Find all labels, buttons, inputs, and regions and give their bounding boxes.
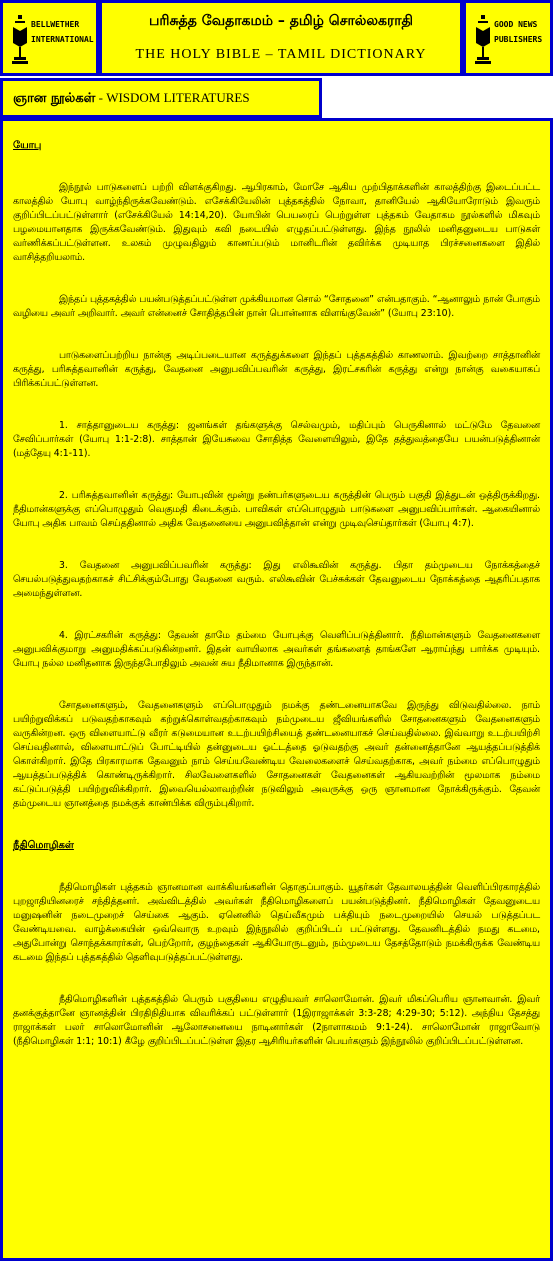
section-tab-tamil: ஞான நூல்கள் bbox=[13, 91, 96, 106]
section-heading-job: யோபு bbox=[13, 140, 42, 151]
proverbs-paragraph-1: நீதிமொழிகள் புத்தகம் ஞானமான வாக்கியங்களின் தொகுப்பாகும். யூதர்கள் தேவாலயத்தின் வெளிப்பிரகாரத்தில் புறஜாதியினரைச் சந்தித்தனர். அவ்விடத்தில் அவர்கள் நீதிமொழிகளைப் பயன்படுத்தினர். நீதிமொழிகள் தேவனுடைய மனுஷனின் நடைமுறைச் செய்கை ஆகும். ஏனெனில் தெய்வீகமும் பக்தியும் நடைமுறையில் செயல் படுத்தப்பட வேண்டியவை. வாழ்க்கையின் ஒவ்வொரு உறவும் இந்நூலில் குறிப்பிடப் பட்டுள்ளது. தேவனிடத்தில் நமது கடமை, அதுபோன்று சொந்தக்காரர்கள், பெற்றோர், குழந்தைகள் ஆகியோருடனும், நம்முடைய தேசத்தோடும் நமக்கிருக்க வேண்டிய கடமை இந்தப் புத்தகத்தில் தெளிவுபடுத்தப்பட்டுள்ளது. bbox=[13, 882, 540, 963]
logo-line-1: GOOD NEWS bbox=[494, 20, 538, 29]
job-paragraph-3: பாடுகளைப்பற்றிய நான்கு அடிப்படையான கருத்துக்களை இந்தப் புத்தகத்தில் காணலாம். இவற்றை சாத்தானின் கருத்து, பரிசுத்தவானின் கருத்து, வேதனை அனுபவிப்பவரின் கருத்து, இரட்சகரின் கருத்து என்று நான்கு வகையாகப் பிரிக்கப்பட்டுள்ளன. bbox=[13, 350, 540, 389]
logo-line-1: BELLWETHER bbox=[31, 20, 80, 29]
bellwether-logo-text bbox=[31, 17, 94, 47]
page-title-english: THE HOLY BIBLE – TAMIL DICTIONARY bbox=[135, 47, 427, 62]
logo-line-2: PUBLISHERS bbox=[494, 35, 543, 44]
job-paragraph-4: 1. சாத்தானுடைய கருத்து: ஜனங்கள் தங்களுக்கு செல்வமும், மதிப்பும் பெருகினால் மட்டுமே தேவனை சேவிப்பார்கள் (யோபு 1:1-2:8). சாத்தான் இயேசுவை சோதித்த வேளையிலும், இதே தத்துவத்தையே பயன்படுத்தினான் (மத்தேயு 4:1-11). bbox=[13, 420, 540, 459]
page-title-tamil: பரிசுத்த வேதாகமம் – தமிழ் சொல்லகராதி bbox=[149, 13, 413, 29]
job-paragraph-1: இந்நூல் பாடுகளைப் பற்றி விளக்குகிறது. ஆபிரகாம், மோசே ஆகிய முற்பிதாக்களின் காலத்திற்கு இடைப்பட்ட காலத்தில் யோபு வாழ்ந்திருக்கவேண்டும். எசேக்கியேலின் புத்தகத்தில் நோவா, தானியேல் ஆகியோரோடும் இவரும் குறிப்பிடப்பட்டுள்ளார் (எசேக்கியேல் 14:14,20). யோபின் பெயரைப் பெற்றுள்ள புத்தகம் வேதாகம நூல்களில் மிகவும் பழமையானதாக இருக்கவேண்டும். இதுவும் கவி நடையில் எழுதப்பட்டுள்ளது. இந்த நூலில் மனிதனுடைய பாடுகள் வர்ணிக்கப்பட்டுள்ளன. உலகம் முழுவதிலும் காணப்படும் மானிடரின் தவிர்க்க முடியாத பிரச்சனைகளை இதில் வாசித்தறியலாம். bbox=[13, 182, 540, 263]
open-book-icon bbox=[474, 13, 492, 65]
logo-line-2: INTERNATIONAL bbox=[31, 35, 94, 44]
job-paragraph-6: 3. வேதனை அனுபவிப்பவரின் கருத்து: இது எலிகூவின் கருத்து. பிதா தம்முடைய நோக்கத்தைச் செயல்படுத்துவதற்காகச் சிட்சிக்கும்போது வேதனை வரும். எலிகூவின் பேச்சுக்கள் தேவனுடைய நோக்கத்தை ஆதரிப்பதாக அமைந்துள்ளன. bbox=[13, 560, 540, 599]
title-box bbox=[99, 0, 463, 76]
bellwether-logo bbox=[11, 13, 94, 65]
good-news-logo-box[interactable] bbox=[463, 0, 553, 76]
good-news-logo-text bbox=[494, 17, 553, 47]
open-book-icon bbox=[11, 13, 29, 65]
section-tab[interactable] bbox=[0, 78, 322, 118]
proverbs-paragraph-2: நீதிமொழிகளின் புத்தகத்தில் பெரும் பகுதியை எழுதியவர் சாலொமோன். இவர் மிகப்பெரிய ஞானவான். இவர் தனக்குத்தானே ஞானத்தின் பிரதிநிதியாக விவரிக்கப் பட்டுள்ளார் (1இராஜாக்கள் 3:3-28; 4:29-30; 5:12). அந்நிய தேசத்து ராஜாக்கள் பலர் சாலொமோனின் ஆலோசனையை நாடினார்கள் (2நாளாகமம் 9:1-24). சாலொமோன் ராஜாவோடு (நீதிமொழிகள் 1:1; 10:1) கீழே குறிப்பிடப்பட்டுள்ள இதர ஆசிரியர்களின் பெயர்களும் இந்நூலில் குறிப்பிடப்பட்டுள்ளன. bbox=[13, 994, 540, 1047]
section-heading-proverbs: நீதிமொழிகள் bbox=[13, 840, 74, 851]
job-paragraph-2: இந்தப் புத்தகத்தில் பயன்படுத்தப்பட்டுள்ள முக்கியமான சொல் “சோதனை” என்பதாகும். “ஆனாலும் நான் போகும் வழியை அவர் அறிவார். அவர் என்னைச் சோதித்தபின் நான் பொன்னாக விளங்குவேன்” (யோபு 23:10). bbox=[13, 294, 540, 319]
bellwether-logo-box[interactable] bbox=[0, 0, 99, 76]
content-panel bbox=[0, 118, 553, 1261]
job-paragraph-8: சோதனைகளும், வேதனைகளும் எப்பொழுதும் நமக்கு தண்டனையாகவே இருந்து விடுவதில்லை. நாம் பயிற்றுவிக்கப் படுவதற்காகவும் கற்றுக்கொள்வதற்காகவும் நம்முடைய ஜீவியங்களில் சோதனைகளும் வேதனைகளும் வருகின்றன. ஒரு விளையாட்டு வீரர் கடுமையான உடற்பயிற்சியைத் தண்டனையாகச் செய்வதில்லை. இவ்வாறு உடற்பயிற்சி செய்வதினால், விளையாட்டுப் போட்டியில் தன்னுடைய ஓட்டத்தை ஓடுவதற்கு அவர் தன்னைத்தானே ஆயத்தப்படுத்திக் கொள்கிறார். இதே பிரகாரமாக தேவனும் நாம் செய்யவேண்டிய வேலைகளைச் செய்வதற்காக, அவர் நம்மை எப்பொழுதும் ஆயத்தப்படுத்திக் கொண்டிருக்கிறார். சிலவேளைகளில் சோதனைகள் வேதனைகள் ஆகியவற்றின் மூலமாக நம்மை கட்டுப்படுத்தி பயிற்றுவிக்கிறார். இவையெல்லாவற்றின் நடுவிலும் அவருக்கு ஒரு ஞானமான நோக்கிருக்கும். தேவன் தம்முடைய ஞானத்தை நமக்குக் காண்பிக்க விரும்புகிறார். bbox=[13, 700, 540, 809]
good-news-logo bbox=[474, 13, 552, 65]
job-paragraph-5: 2. பரிசுத்தவானின் கருத்து: யோபுவின் மூன்று நண்பர்களுடைய கருத்தின் பெரும் பகுதி இத்துடன் ஒத்திருக்கிறது. நீதிமான்களுக்கு எப்பொழுதும் வெகுமதி கிடைக்கும். பாவிகள் எப்பொழுதும் பாடுகளை அனுபவிப்பார்கள். ஆகையினால் யோபு அதிக பாவம் செய்ததினால் அதிக வேதனையை அனுபவித்தான் என்று முடிவுசெய்தார்கள் (யோபு 4:7). bbox=[13, 490, 540, 529]
job-paragraph-7: 4. இரட்சகரின் கருத்து: தேவன் தாமே தம்மை யோபுக்கு வெளிப்படுத்தினார். நீதிமான்களும் வேதனைகளை அனுபவிக்குமாறு அனுமதிக்கப்படுகின்றனர். இதன் வாயிலாக அவர்கள் தங்களைத் தாங்களே ஆராய்ந்து பார்க்க முடியும். யோபு நல்ல மனிதனாக இருந்தபோதிலும் அவன் சுய நீதிமானாக இருந்தான். bbox=[13, 630, 540, 669]
section-tab-english: - WISDOM LITERATURES bbox=[95, 90, 250, 105]
